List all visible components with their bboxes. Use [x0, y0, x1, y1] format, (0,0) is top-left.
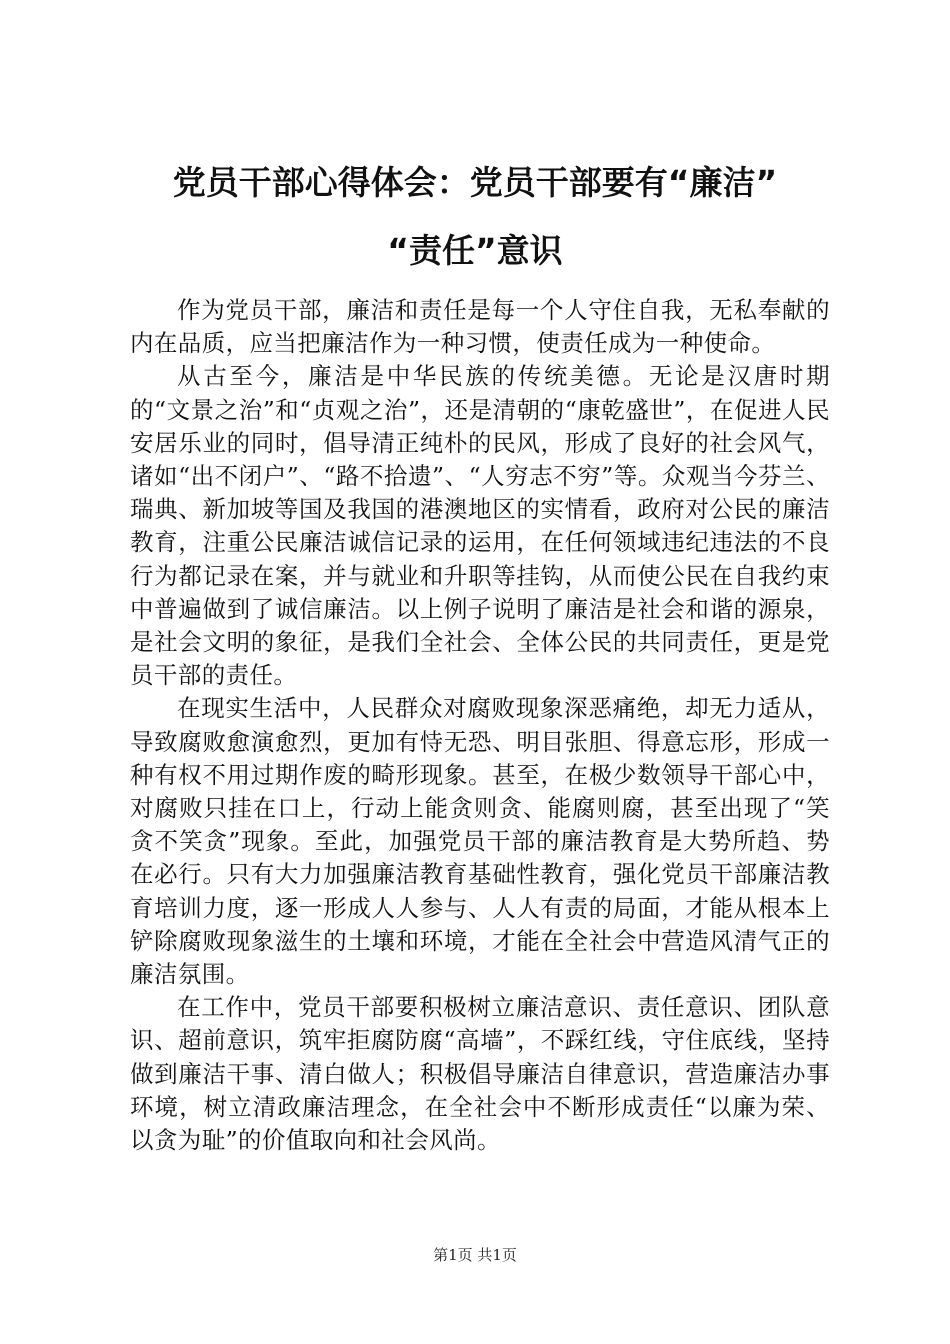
paragraph-4: 在工作中，党员干部要积极树立廉洁意识、责任意识、团队意识、超前意识，筑牢拒腐防腐“高墙”，不踩红线，守住底线，坚持做到廉洁干事、清白做人；积极倡导廉洁自律意识，营造廉洁办事环境，树立清政廉洁理念，在全社会中不断形成责任“以廉为荣、以贪为耻”的价值取向和社会风尚。 — [130, 993, 830, 1155]
page-footer: 第1页 共1页 — [433, 1246, 517, 1264]
paragraph-2: 从古至今，廉洁是中华民族的传统美德。无论是汉唐时期的“文景之治”和“贞观之治”，还是清朝的“康乾盛世”，在促进人民安居乐业的同时，倡导清正纯朴的民风，形成了良好的社会风气，诸如“出不闭户”、“路不拾遗”、“人穷志不穷”等。众观当今芬兰、瑞典、新加坡等国及我国的港澳地区的实情看，政府对公民的廉洁教育，注重公民廉洁诚信记录的运用，在任何领域违纪违法的不良行为都记录在案，并与就业和升职等挂钩，从而使公民在自我约束中普遍做到了诚信廉洁。以上例子说明了廉洁是社会和谐的源泉，是社会文明的象征，是我们全社会、全体公民的共同责任，更是党员干部的责任。 — [130, 362, 830, 690]
paragraph-1: 作为党员干部，廉洁和责任是每一个人守住自我，无私奉献的内在品质，应当把廉洁作为一种习惯，使责任成为一种使命。 — [130, 296, 830, 358]
paragraph-3: 在现实生活中，人民群众对腐败现象深恶痛绝，却无力适从，导致腐败愈演愈烈，更加有恃无恐、明目张胆、得意忘形，形成一种有权不用过期作废的畸形现象。甚至，在极少数领导干部心中，对腐败只挂在口上，行动上能贪则贪、能腐则腐，甚至出现了“笑贪不笑贪”现象。至此，加强党员干部的廉洁教育是大势所趋、势在必行。只有大力加强廉洁教育基础性教育，强化党员干部廉洁教育培训力度，逐一形成人人参与、人人有责的局面，才能从根本上铲除腐败现象滋生的土壤和环境，才能在全社会中营造风清气正的廉洁氛围。 — [130, 694, 830, 989]
title-line-1: 党员干部心得体会：党员干部要有“廉洁” — [172, 163, 778, 202]
document-body — [130, 294, 830, 1157]
title-line-2: “责任”意识 — [387, 231, 563, 270]
document-title — [100, 160, 850, 274]
